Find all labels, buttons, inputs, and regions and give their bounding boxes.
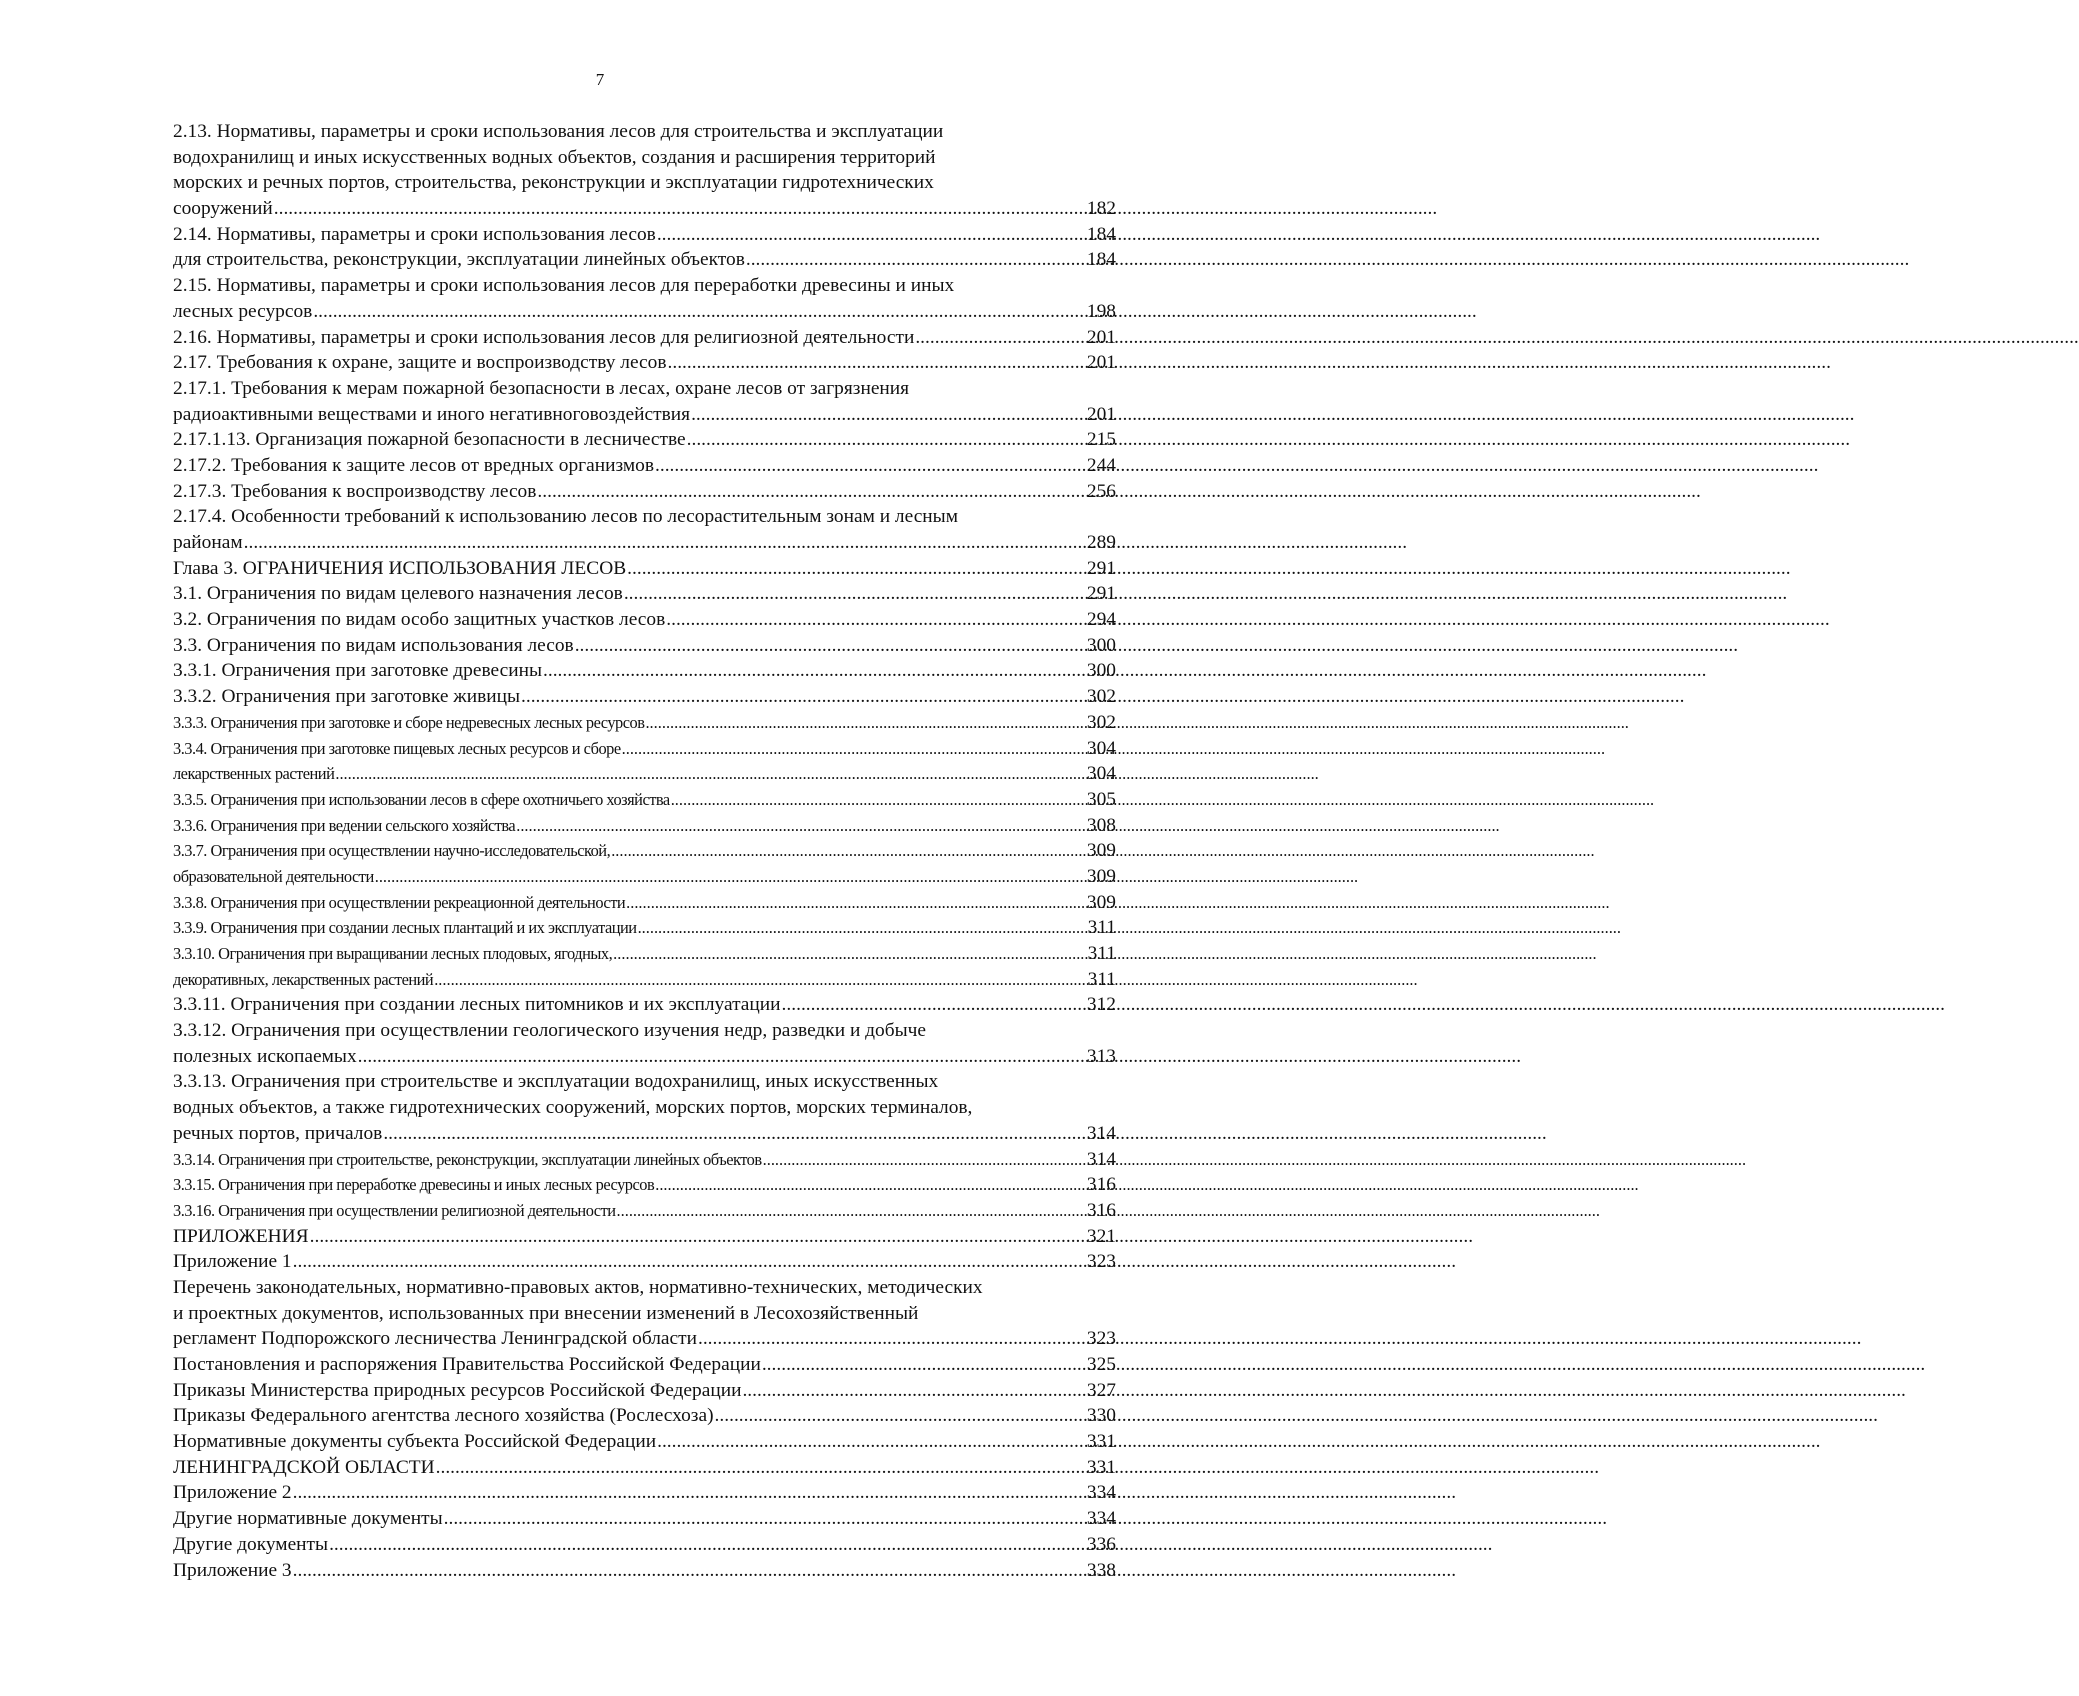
- dot-leader: [668, 350, 1086, 376]
- toc-entry-page: 184: [1086, 249, 1116, 271]
- dot-leader: [611, 838, 1086, 864]
- toc-entry: [173, 427, 1116, 453]
- toc-entry-text: 2.17. Требования к охране, защите и воспроизводству лесов: [173, 352, 667, 374]
- toc-entry-text: образовательной деятельности: [173, 866, 374, 886]
- dot-leader: [329, 1532, 1086, 1558]
- dot-leader: [313, 299, 1086, 325]
- toc-entry: [173, 787, 1116, 813]
- toc-entry: [173, 1480, 1116, 1506]
- toc-entry-page: 300: [1086, 660, 1116, 682]
- dot-leader: [543, 658, 1086, 684]
- dot-leader: [516, 813, 1086, 839]
- toc-entry-page: 294: [1086, 609, 1116, 631]
- dot-leader: [293, 1480, 1086, 1506]
- toc-entry-page: 244: [1086, 454, 1116, 476]
- toc-entry: [173, 1506, 1116, 1532]
- toc-entry-page: 291: [1086, 583, 1116, 605]
- toc-entry: [173, 1378, 1116, 1404]
- toc-entry-page: 323: [1086, 1251, 1116, 1273]
- toc-entry-page: 309: [1086, 840, 1116, 862]
- toc-entry: [173, 864, 1116, 890]
- toc-entry: [173, 1018, 1116, 1044]
- dot-leader: [244, 530, 1086, 556]
- toc-entry: [173, 761, 1116, 787]
- toc-entry: [173, 607, 1116, 633]
- toc-entry-text: лесных ресурсов: [173, 300, 313, 322]
- toc-entry: [173, 479, 1116, 505]
- toc-entry: [173, 813, 1116, 839]
- toc-entry: [173, 890, 1116, 916]
- toc-entry-text: 3.3.2. Ограничения при заготовке живицы: [173, 686, 521, 708]
- toc-entry-text: 3.3. Ограничения по видам использования лесов: [173, 634, 574, 656]
- toc-entry-text: и проектных документов, использованных при внесении изменений в Лесохозяйственный: [173, 1302, 919, 1324]
- toc-entry: [173, 1326, 1116, 1352]
- toc-entry-text: 3.3.12. Ограничения при осуществлении геологического изучения недр, разведки и добыче: [173, 1020, 926, 1042]
- toc-entry-page: 311: [1087, 968, 1116, 990]
- toc-entry: [173, 1121, 1116, 1147]
- toc-entry-text: 3.3.9. Ограничения при создании лесных плантаций и их эксплуатации: [173, 918, 637, 938]
- dot-leader: [358, 1044, 1086, 1070]
- toc-entry-text: 2.17.1.13. Организация пожарной безопасности в лесничестве: [173, 429, 686, 451]
- toc-entry-text: 2.13. Нормативы, параметры и сроки использования лесов для строительства и эксплуатации: [173, 121, 944, 142]
- toc-entry-page: 313: [1086, 1045, 1116, 1067]
- toc-entry: [173, 247, 1116, 273]
- toc-entry: [173, 736, 1116, 762]
- toc-entry-page: 314: [1086, 1122, 1116, 1144]
- toc-entry-page: 305: [1086, 788, 1116, 810]
- toc-entry-text: 2.17.2. Требования к защите лесов от вредных организмов: [173, 454, 654, 476]
- dot-leader: [657, 222, 1086, 248]
- toc-entry: [173, 350, 1116, 376]
- toc-entry-page: 312: [1086, 994, 1116, 1016]
- toc-entry-page: 327: [1086, 1379, 1116, 1401]
- toc-entry-page: 325: [1086, 1354, 1116, 1375]
- toc-entry: [173, 299, 1116, 325]
- toc-entry-page: 338: [1086, 1559, 1116, 1581]
- dot-leader: [742, 1378, 1085, 1404]
- toc-entry-page: 316: [1086, 1174, 1116, 1196]
- toc-entry-page: 309: [1086, 865, 1116, 887]
- toc-entry: [173, 941, 1116, 967]
- toc-entry-page: 308: [1086, 814, 1116, 836]
- toc-entry: [173, 1095, 1116, 1121]
- toc-entry-text: полезных ископаемых: [173, 1045, 357, 1067]
- toc-entry-text: 3.3.11. Ограничения при создании лесных питомников и их эксплуатации: [173, 994, 781, 1016]
- toc-entry-page: 198: [1086, 300, 1116, 322]
- toc-entry: [173, 1455, 1116, 1481]
- dot-leader: [613, 941, 1086, 967]
- toc-entry-text: водных объектов, а также гидротехнических сооружений, морских портов, морских терминалов,: [173, 1097, 973, 1119]
- toc-entry: [173, 196, 1116, 222]
- toc-entry: [173, 273, 1116, 299]
- toc-entry-page: 201: [1086, 352, 1116, 374]
- toc-entry: [173, 710, 1116, 736]
- toc-entry: [173, 1198, 1116, 1224]
- dot-leader: [617, 1198, 1086, 1224]
- dot-leader: [746, 247, 1086, 273]
- toc-entry: [173, 402, 1116, 428]
- toc-entry: [173, 376, 1116, 402]
- toc-entry-text: 2.14. Нормативы, параметры и сроки использования лесов: [173, 223, 656, 245]
- dot-leader: [622, 736, 1086, 762]
- toc-entry: [173, 1429, 1116, 1455]
- toc-entry-text: Глава 3. ОГРАНИЧЕНИЯ ИСПОЛЬЗОВАНИЯ ЛЕСОВ: [173, 557, 627, 579]
- dot-leader: [434, 967, 1086, 993]
- dot-leader: [383, 1121, 1086, 1147]
- toc-entry: [173, 145, 1116, 171]
- toc-entry: [173, 453, 1116, 479]
- dot-leader: [698, 1326, 1086, 1352]
- dot-leader: [521, 684, 1086, 710]
- toc-entry-page: 323: [1086, 1328, 1116, 1350]
- toc-entry-text: Приказы Федерального агентства лесного хозяйства (Рослесхоза): [173, 1405, 714, 1427]
- toc-entry-page: 309: [1086, 891, 1116, 913]
- dot-leader: [293, 1558, 1086, 1584]
- toc-entry-text: районам: [173, 532, 243, 553]
- toc-entry: [173, 1352, 1116, 1378]
- toc-entry: [173, 838, 1116, 864]
- page-number: 7: [595, 70, 605, 89]
- dot-leader: [666, 607, 1086, 633]
- toc-entry-text: 2.16. Нормативы, параметры и сроки использования лесов для религиозной деятельности: [173, 326, 915, 348]
- dot-leader: [915, 325, 1086, 351]
- toc-entry: [173, 1532, 1116, 1558]
- toc-entry-text: 3.1. Ограничения по видам целевого назначения лесов: [173, 583, 623, 605]
- toc-entry: [173, 222, 1116, 248]
- dot-leader: [335, 761, 1086, 787]
- dot-leader: [691, 402, 1086, 428]
- toc-entry: [173, 684, 1116, 710]
- toc-entry-page: 302: [1086, 686, 1116, 708]
- toc-entry: [173, 119, 1116, 145]
- toc-entry: [173, 1558, 1116, 1584]
- dot-leader: [671, 787, 1086, 813]
- toc-entry-page: 334: [1086, 1508, 1116, 1530]
- toc-entry-text: для строительства, реконструкции, эксплуатации линейных объектов: [173, 249, 745, 271]
- toc-entry-page: 291: [1086, 557, 1116, 579]
- dot-leader: [782, 992, 1086, 1018]
- dot-leader: [626, 890, 1086, 916]
- toc-entry: [173, 1275, 1116, 1301]
- toc-entry: [173, 633, 1116, 659]
- toc-entry-page: 256: [1086, 480, 1116, 502]
- toc-entry-page: 304: [1086, 763, 1116, 785]
- toc-entry-text: Другие нормативные документы: [173, 1508, 443, 1530]
- toc-entry-text: Приложение 3: [173, 1559, 292, 1581]
- toc-entry-page: 316: [1086, 1199, 1116, 1221]
- toc-entry-text: 2.17.4. Особенности требований к использованию лесов по лесорастительным зонам и лесным: [173, 506, 958, 528]
- toc-entry-text: декоративных, лекарственных растений: [173, 969, 434, 989]
- toc-entry-text: 2.17.1. Требования к мерам пожарной безопасности в лесах, охране лесов от загрязнения: [173, 377, 910, 399]
- toc-entry-page: 311: [1087, 917, 1116, 939]
- toc-entry-page: 184: [1086, 223, 1116, 245]
- dot-leader: [310, 1224, 1086, 1250]
- toc-entry-page: 334: [1086, 1482, 1116, 1504]
- toc-entry-text: 3.2. Ограничения по видам особо защитных участков лесов: [173, 609, 666, 631]
- toc-entry-page: 331: [1086, 1456, 1116, 1478]
- dot-leader: [375, 864, 1086, 890]
- toc-entry-text: 3.3.10. Ограничения при выращивании лесных плодовых, ягодных,: [173, 944, 613, 963]
- toc-entry-text: 3.3.13. Ограничения при строительстве и эксплуатации водохранилищ, иных искусственных: [173, 1071, 939, 1093]
- toc-entry-page: 321: [1086, 1225, 1116, 1247]
- dot-leader: [537, 479, 1085, 505]
- toc-entry-text: 3.3.3. Ограничения при заготовке и сборе недревесных лесных ресурсов: [173, 712, 645, 732]
- toc-entry-text: Другие документы: [173, 1533, 329, 1555]
- toc-entry: [173, 1172, 1116, 1198]
- dot-leader: [444, 1506, 1086, 1532]
- toc-entry: [173, 1147, 1116, 1173]
- toc-entry-page: 330: [1086, 1405, 1116, 1427]
- toc-entry-page: 182: [1086, 198, 1116, 220]
- toc-entry: [173, 530, 1116, 556]
- toc-entry-text: 3.3.7. Ограничения при осуществлении научно-исследовательской,: [173, 841, 611, 861]
- toc-entry-page: 331: [1086, 1431, 1116, 1453]
- toc-entry: [173, 1224, 1116, 1250]
- toc-entry: [173, 1044, 1116, 1070]
- toc-entry-text: 3.3.15. Ограничения при переработке древесины и иных лесных ресурсов: [173, 1175, 655, 1195]
- toc-entry-text: водохранилищ и иных искусственных водных объектов, создания и расширения территорий: [173, 146, 936, 168]
- dot-leader: [715, 1403, 1086, 1429]
- dot-leader: [655, 453, 1086, 479]
- table-of-contents: [173, 119, 1116, 1583]
- toc-entry: [173, 581, 1116, 607]
- toc-entry-text: радиоактивными веществами и иного негативноговоздействия: [173, 403, 691, 425]
- toc-entry-text: 3.3.8. Ограничения при осуществлении рекреационной деятельности: [173, 892, 626, 912]
- toc-entry: [173, 967, 1116, 993]
- toc-entry-text: сооружений: [173, 198, 273, 220]
- toc-entry-text: 3.3.5. Ограничения при использовании лесов в сфере охотничьего хозяйства: [173, 789, 670, 809]
- dot-leader: [274, 196, 1086, 222]
- toc-entry-page: 311: [1087, 943, 1116, 964]
- toc-entry-text: Приложение 1: [173, 1251, 292, 1273]
- toc-entry-text: 3.3.4. Ограничения при заготовке пищевых лесных ресурсов и сборе: [173, 738, 621, 758]
- toc-entry-page: 289: [1086, 532, 1116, 553]
- toc-entry-text: регламент Подпорожского лесничества Ленинградской области: [173, 1328, 697, 1350]
- toc-entry-page: 201: [1086, 403, 1116, 425]
- toc-entry-text: Нормативные документы субъекта Российской Федерации: [173, 1431, 657, 1453]
- toc-entry: [173, 658, 1116, 684]
- toc-entry-text: 3.3.1. Ограничения при заготовке древесины: [173, 660, 542, 682]
- toc-entry-text: 3.3.6. Ограничения при ведении сельского хозяйства: [173, 815, 516, 835]
- dot-leader: [655, 1172, 1086, 1198]
- toc-entry-text: ПРИЛОЖЕНИЯ: [173, 1225, 309, 1247]
- toc-entry-page: 300: [1086, 634, 1116, 656]
- dot-leader: [645, 710, 1085, 736]
- toc-entry-page: 201: [1086, 326, 1116, 348]
- toc-entry-text: 2.15. Нормативы, параметры и сроки использования лесов для переработки древесины и иных: [173, 275, 955, 297]
- dot-leader: [627, 556, 1086, 582]
- toc-entry-text: 3.3.14. Ограничения при строительстве, реконструкции, эксплуатации линейных объектов: [173, 1149, 762, 1169]
- toc-entry-page: 304: [1086, 737, 1116, 759]
- toc-entry-text: ЛЕНИНГРАДСКОЙ ОБЛАСТИ: [173, 1456, 435, 1478]
- dot-leader: [657, 1429, 1086, 1455]
- toc-entry-text: 3.3.16. Ограничения при осуществлении религиозной деятельности: [173, 1200, 616, 1220]
- toc-entry: [173, 170, 1116, 196]
- toc-entry-text: Приказы Министерства природных ресурсов Российской Федерации: [173, 1379, 742, 1401]
- toc-entry-text: Постановления и распоряжения Правительства Российской Федерации: [173, 1354, 761, 1375]
- toc-entry-text: морских и речных портов, строительства, реконструкции и эксплуатации гидротехнических: [173, 172, 934, 194]
- toc-entry: [173, 915, 1116, 941]
- dot-leader: [762, 1352, 1086, 1378]
- dot-leader: [624, 581, 1086, 607]
- toc-entry: [173, 1069, 1116, 1095]
- toc-entry: [173, 992, 1116, 1018]
- toc-entry: [173, 1403, 1116, 1429]
- dot-leader: [763, 1147, 1086, 1173]
- toc-entry: [173, 504, 1116, 530]
- toc-entry-page: 336: [1086, 1533, 1116, 1555]
- toc-entry-text: Перечень законодательных, нормативно-правовых актов, нормативно-технических, методических: [173, 1276, 983, 1298]
- dot-leader: [687, 427, 1086, 453]
- toc-entry-text: 2.17.3. Требования к воспроизводству лесов: [173, 480, 537, 502]
- toc-entry-page: 215: [1086, 429, 1116, 451]
- dot-leader: [436, 1455, 1086, 1481]
- toc-entry-text: Приложение 2: [173, 1482, 292, 1504]
- toc-entry-text: лекарственных растений: [173, 764, 335, 784]
- toc-entry: [173, 556, 1116, 582]
- toc-entry-page: 314: [1086, 1148, 1116, 1170]
- toc-entry-page: 302: [1086, 711, 1116, 733]
- dot-leader: [293, 1249, 1086, 1275]
- toc-entry: [173, 1249, 1116, 1275]
- dot-leader: [575, 633, 1086, 659]
- toc-entry: [173, 1301, 1116, 1327]
- toc-entry-text: речных портов, причалов: [173, 1122, 383, 1144]
- dot-leader: [638, 915, 1087, 941]
- toc-entry: [173, 325, 1116, 351]
